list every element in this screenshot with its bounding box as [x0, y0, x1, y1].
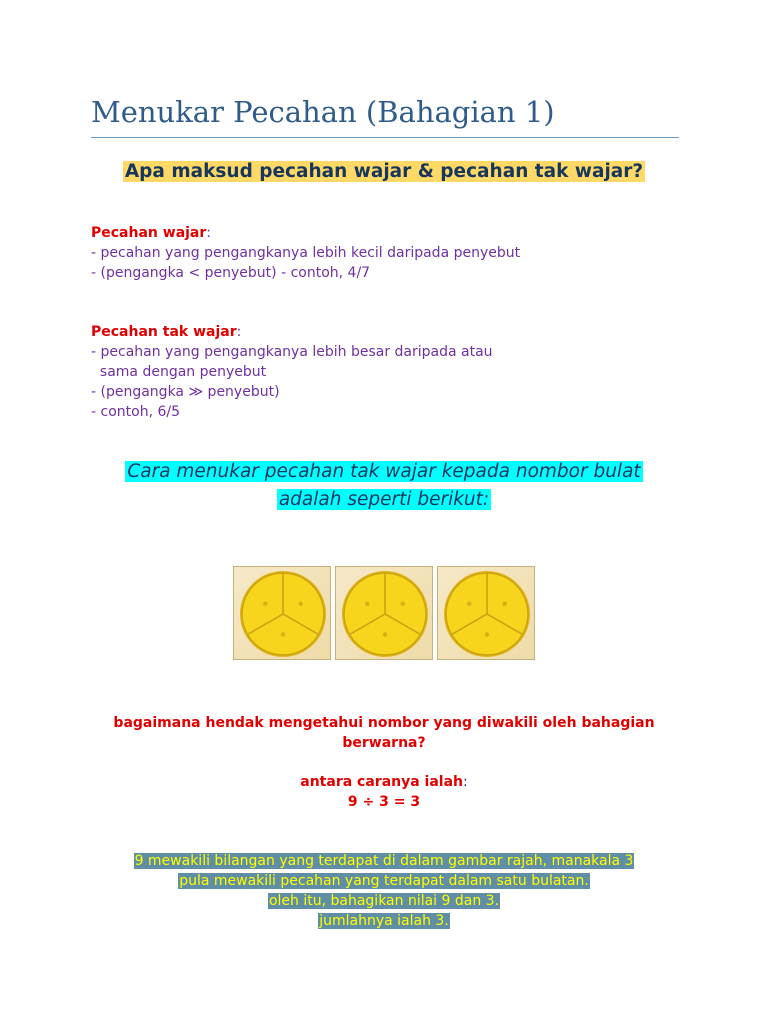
pizza-circle	[336, 567, 434, 661]
pizza-tile	[233, 566, 331, 660]
pizza-dot	[383, 632, 387, 636]
pizza-dot	[263, 602, 267, 606]
question-text: Apa maksud pecahan wajar & pecahan tak wajar?	[124, 161, 644, 182]
antara-label: antara caranya ialah	[300, 774, 464, 790]
pizza-dot	[503, 602, 507, 606]
fraction-pizza-diagram	[233, 566, 535, 660]
division-equation: 9 ÷ 3 = 3	[347, 794, 421, 810]
explanation-line-1: 9 mewakili bilangan yang terdapat di dalam gambar rajah, manakala 3	[134, 853, 634, 869]
bagaimana-line-1: bagaimana hendak mengetahui nombor yang diwakili oleh bahagian	[113, 715, 655, 731]
cara-line-2: adalah seperti berikut:	[278, 489, 490, 510]
explanation-line-2: pula mewakili pecahan yang terdapat dalam satu bulatan.	[179, 873, 589, 889]
tak-wajar-colon: :	[236, 324, 242, 340]
pizza-tile	[335, 566, 433, 660]
tak-wajar-line-2: sama dengan penyebut	[91, 364, 267, 380]
explanation-line-4: jumlahnya ialah 3.	[319, 913, 449, 929]
question-heading	[0, 158, 768, 186]
definition-tak-wajar	[91, 322, 651, 422]
pizza-circle	[234, 567, 332, 661]
explanation-block	[0, 851, 768, 931]
antara-block	[0, 772, 768, 812]
antara-colon: :	[463, 774, 468, 790]
tak-wajar-line-1: - pecahan yang pengangkanya lebih besar daripada atau	[91, 344, 493, 360]
wajar-line-2: - (pengangka < penyebut) - contoh, 4/7	[91, 265, 371, 281]
bagaimana-question	[0, 713, 768, 753]
pizza-dot	[365, 602, 369, 606]
title-underline	[91, 137, 679, 138]
cara-heading	[0, 458, 768, 514]
definition-wajar	[91, 223, 651, 283]
tak-wajar-heading: Pecahan tak wajar	[91, 324, 237, 340]
pizza-dot	[467, 602, 471, 606]
bagaimana-line-2: berwarna?	[342, 735, 426, 751]
wajar-line-1: - pecahan yang pengangkanya lebih kecil daripada penyebut	[91, 245, 521, 261]
tak-wajar-line-3: - (pengangka ≫ penyebut)	[91, 384, 280, 400]
pizza-dot	[281, 632, 285, 636]
cara-line-1: Cara menukar pecahan tak wajar kepada nombor bulat	[127, 461, 641, 482]
pizza-dot	[299, 602, 303, 606]
pizza-circle	[438, 567, 536, 661]
pizza-tile	[437, 566, 535, 660]
pizza-dot	[485, 632, 489, 636]
pizza-dot	[401, 602, 405, 606]
wajar-colon: :	[206, 225, 212, 241]
tak-wajar-line-4: - contoh, 6/5	[91, 404, 180, 420]
explanation-line-3: oleh itu, bahagikan nilai 9 dan 3.	[268, 893, 500, 909]
page-title: Menukar Pecahan (Bahagian 1)	[91, 95, 555, 129]
wajar-heading: Pecahan wajar	[91, 225, 207, 241]
